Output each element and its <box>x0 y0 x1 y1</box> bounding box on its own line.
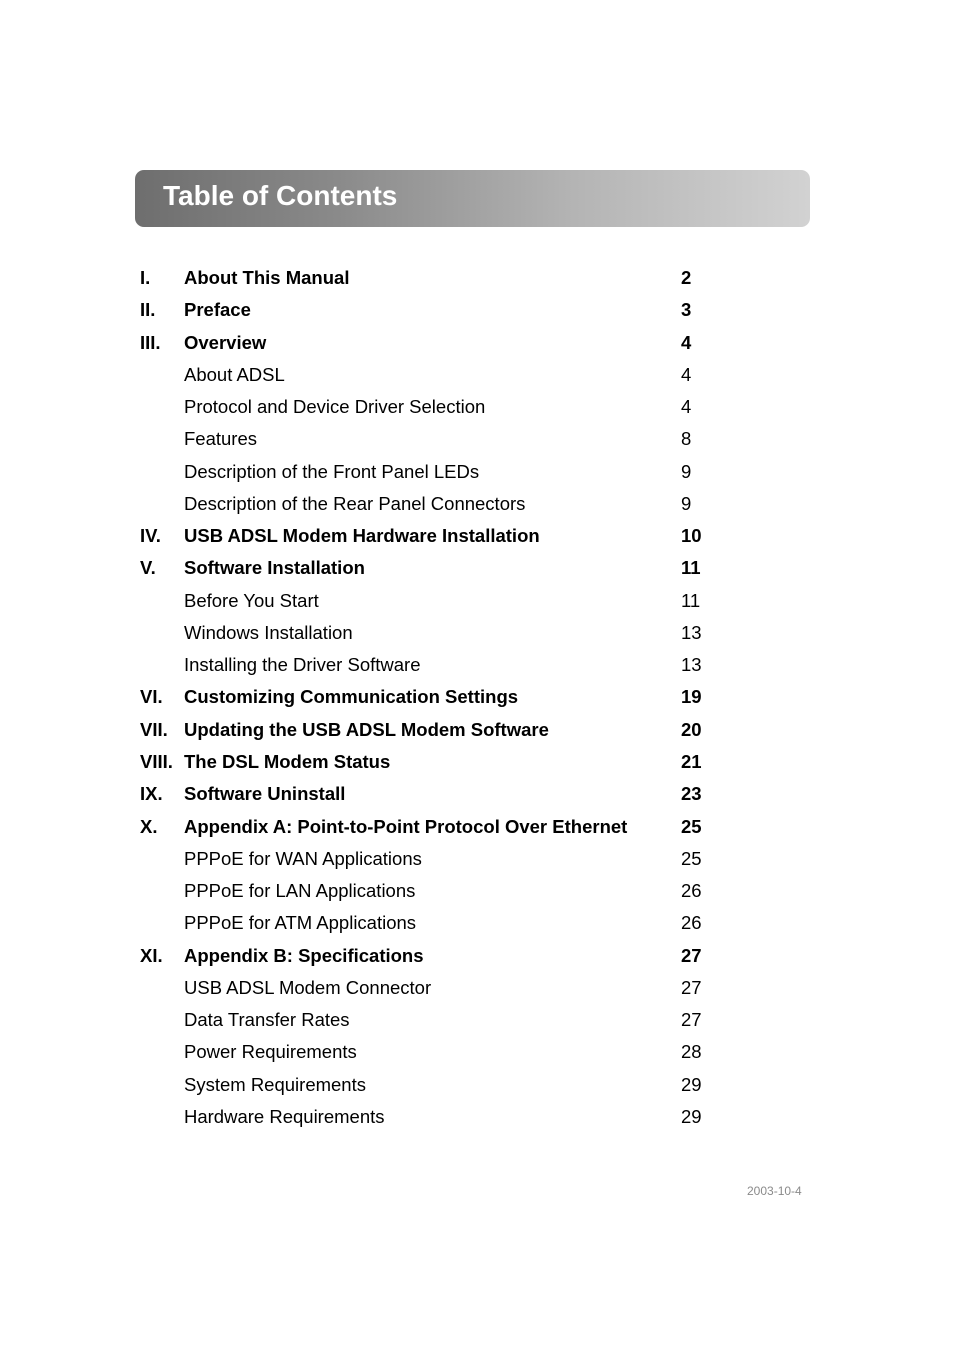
toc-title: The DSL Modem Status <box>184 750 391 772</box>
toc-title: Updating the USB ADSL Modem Software <box>184 718 549 740</box>
toc-title: About This Manual <box>184 267 350 288</box>
toc-page-number: 8 <box>681 428 692 450</box>
toc-title: Preface <box>184 299 251 321</box>
toc-entry[interactable] <box>140 1069 720 1101</box>
toc-entry[interactable] <box>140 811 720 843</box>
toc-page-number: 4 <box>681 396 692 418</box>
toc-title: Data Transfer Rates <box>184 1009 350 1031</box>
toc-number: V. <box>140 557 156 579</box>
toc-title: USB ADSL Modem Connector <box>184 976 432 998</box>
toc-title: Software Uninstall <box>184 783 346 805</box>
toc-page-number: 27 <box>681 976 702 998</box>
toc-page-number: 27 <box>681 1009 702 1031</box>
footer-date: 2003-10-4 <box>747 1184 802 1198</box>
toc-title: Appendix A: Point-to-Point Protocol Over Ethernet <box>184 815 628 837</box>
toc-page-number: 11 <box>681 589 701 611</box>
toc-page-number: 13 <box>681 654 702 676</box>
toc-entry[interactable] <box>140 1036 720 1068</box>
toc-entry[interactable] <box>140 907 720 939</box>
toc-title: Description of the Front Panel LEDs <box>184 460 480 482</box>
toc-title: Before You Start <box>184 589 319 611</box>
toc-entry[interactable] <box>140 940 720 972</box>
toc-entry[interactable] <box>140 294 720 326</box>
toc-entry[interactable] <box>140 391 720 423</box>
toc-page-number: 9 <box>681 460 692 482</box>
toc-entry[interactable] <box>140 552 720 584</box>
toc-entry[interactable] <box>140 262 720 294</box>
toc-number: II. <box>140 299 156 321</box>
toc-page-number: 4 <box>681 363 692 385</box>
toc-entry[interactable] <box>140 1004 720 1036</box>
toc-title: PPPoE for ATM Applications <box>184 912 417 934</box>
toc-number: VI. <box>140 686 163 708</box>
toc-page-number: 26 <box>681 912 702 934</box>
toc-entry[interactable] <box>140 714 720 746</box>
toc-page-number: 10 <box>681 525 702 547</box>
toc-title: USB ADSL Modem Hardware Installation <box>184 525 540 547</box>
toc-title: Windows Installation <box>184 621 353 643</box>
toc-entry[interactable] <box>140 843 720 875</box>
toc-title: Description of the Rear Panel Connectors <box>184 492 526 514</box>
toc-title: Hardware Requirements <box>184 1105 385 1127</box>
toc-page-number: 2 <box>681 267 692 288</box>
title-banner <box>135 170 810 227</box>
toc-number: IX. <box>140 783 163 805</box>
toc-title: Protocol and Device Driver Selection <box>184 396 486 418</box>
toc-page-number: 25 <box>681 815 702 837</box>
toc-title: Overview <box>184 331 267 353</box>
toc-page-number: 9 <box>681 492 692 514</box>
toc-page-number: 27 <box>681 944 702 966</box>
page-title: Table of Contents <box>163 180 398 211</box>
toc-entry[interactable] <box>140 359 720 391</box>
toc-entry[interactable] <box>140 617 720 649</box>
toc-title: Features <box>184 428 258 450</box>
toc-entry[interactable] <box>140 972 720 1004</box>
toc-page-number: 19 <box>681 686 702 708</box>
toc-number: VIII. <box>140 750 173 772</box>
toc-page-number: 20 <box>681 718 702 740</box>
toc-page-number: 26 <box>681 880 702 902</box>
toc-title: Customizing Communication Settings <box>184 686 519 708</box>
toc-page-number: 28 <box>681 1041 702 1063</box>
toc-title: Power Requirements <box>184 1041 357 1063</box>
toc-number: XI. <box>140 944 163 966</box>
toc-number: X. <box>140 815 158 837</box>
toc-page-number: 11 <box>681 557 701 579</box>
table-of-contents <box>140 262 720 1133</box>
toc-title: About ADSL <box>184 363 285 385</box>
toc-entry[interactable] <box>140 520 720 552</box>
toc-entry[interactable] <box>140 488 720 520</box>
toc-entry[interactable] <box>140 423 720 455</box>
toc-title: Installing the Driver Software <box>184 654 421 676</box>
toc-title: System Requirements <box>184 1073 366 1095</box>
toc-entry[interactable] <box>140 649 720 681</box>
toc-number: IV. <box>140 525 161 547</box>
toc-page-number: 25 <box>681 847 702 869</box>
toc-entry[interactable] <box>140 1101 720 1133</box>
toc-page-number: 3 <box>681 299 692 321</box>
toc-entry[interactable] <box>140 585 720 617</box>
toc-entry[interactable] <box>140 746 720 778</box>
toc-page-number: 23 <box>681 783 702 805</box>
toc-entry[interactable] <box>140 778 720 810</box>
toc-page-number: 29 <box>681 1073 702 1095</box>
toc-page-number: 21 <box>681 750 702 772</box>
toc-title: Appendix B: Specifications <box>184 944 424 966</box>
toc-entry[interactable] <box>140 456 720 488</box>
toc-title: PPPoE for LAN Applications <box>184 880 416 902</box>
toc-page-number: 29 <box>681 1105 702 1127</box>
toc-entry[interactable] <box>140 875 720 907</box>
toc-entry[interactable] <box>140 327 720 359</box>
toc-title: PPPoE for WAN Applications <box>184 847 422 869</box>
toc-number: VII. <box>140 718 168 740</box>
toc-number: III. <box>140 331 161 353</box>
toc-page-number: 4 <box>681 331 692 353</box>
toc-page-number: 13 <box>681 621 702 643</box>
toc-title: Software Installation <box>184 557 365 579</box>
toc-number: I. <box>140 267 151 288</box>
toc-entry[interactable] <box>140 681 720 713</box>
